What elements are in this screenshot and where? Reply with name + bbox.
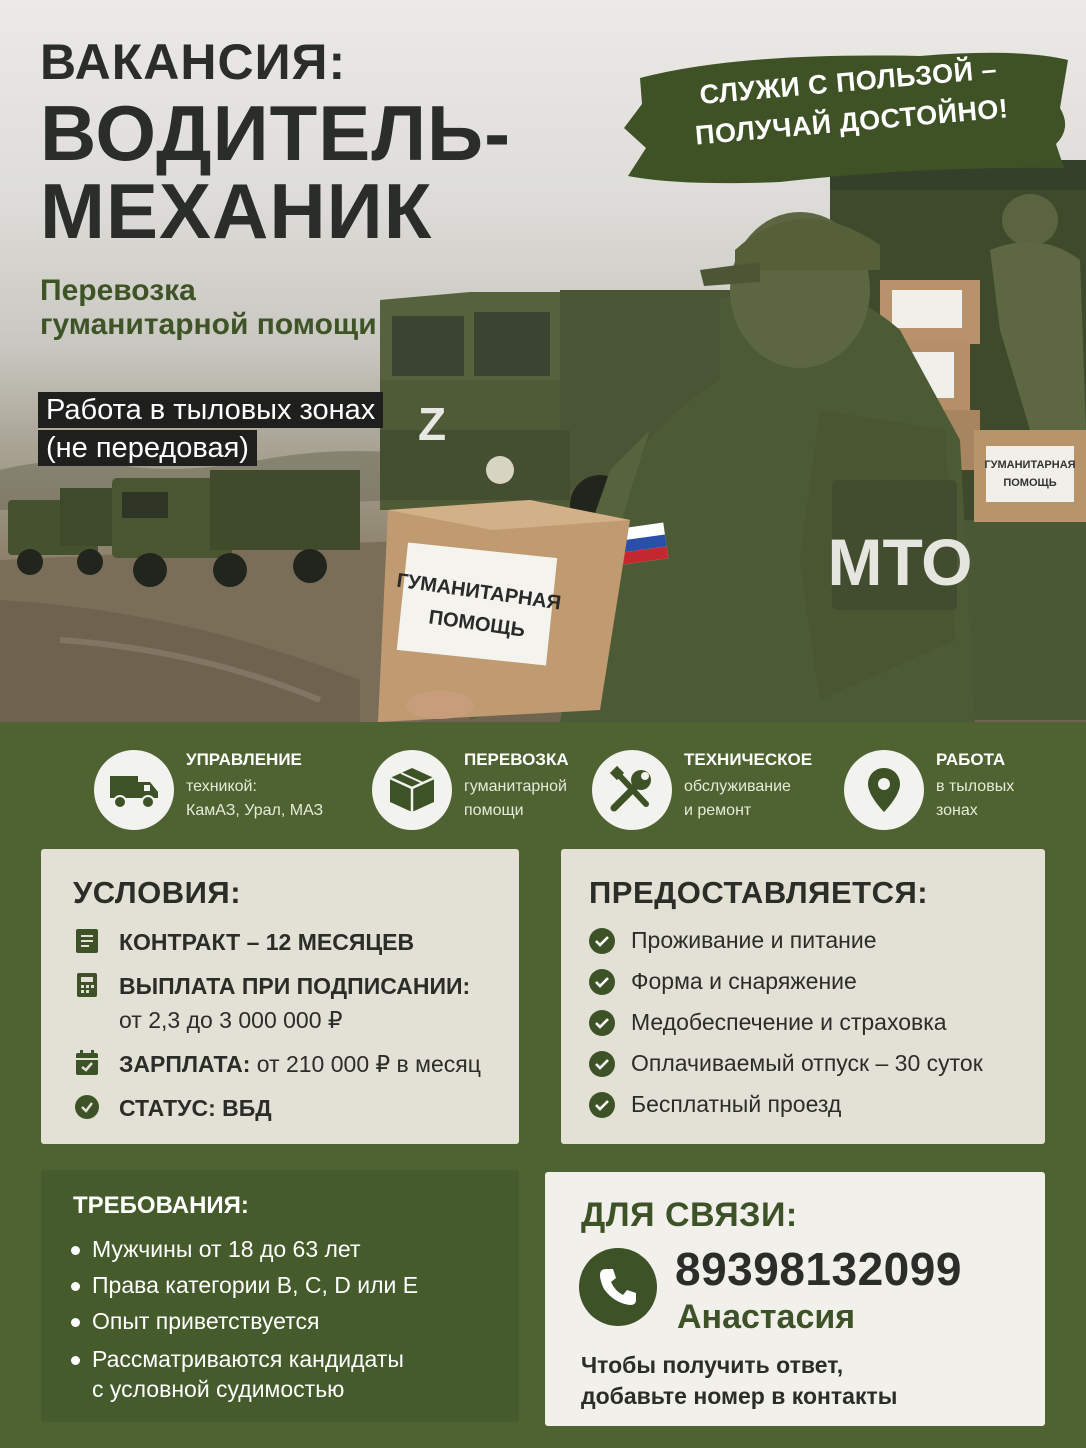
check-icon: [589, 1010, 615, 1036]
box-stack-label-1: ГУМАНИТАРНАЯ: [984, 459, 1076, 471]
condition-signing-bonus: [73, 969, 470, 1037]
feature-line-1: в тыловых: [936, 778, 1015, 795]
status-badge-icon: [73, 1093, 101, 1121]
slogan-line-2: ПОЛУЧАЙ ДОСТОЙНО!: [693, 93, 1010, 151]
tools-icon: [592, 750, 672, 830]
vest-patch-mto: МТО: [827, 525, 973, 599]
box-icon: [372, 750, 452, 830]
feature-description: [464, 775, 567, 823]
conditions-card: [41, 849, 519, 1144]
check-icon: [589, 1092, 615, 1118]
box-stack-label-2: ПОМОЩЬ: [1003, 477, 1057, 489]
rear-zone-tag: [38, 392, 383, 468]
condition-status: [73, 1091, 272, 1125]
check-icon: [589, 969, 615, 995]
provided-item: [589, 927, 877, 954]
box-front-label-2: ПОМОЩЬ: [427, 606, 527, 642]
feature-title: ТЕХНИЧЕСКОЕ: [684, 750, 813, 769]
condition-salary: [73, 1047, 481, 1081]
rear-zone-tag-line-2: (не передовая): [38, 430, 257, 466]
feature-line-1: гуманитарной: [464, 778, 567, 795]
feature-title: РАБОТА: [936, 750, 1006, 769]
requirement-text: Мужчины от 18 до 63 лет: [92, 1236, 361, 1262]
feature-line-2: помощи: [464, 802, 524, 819]
contact-note: [581, 1350, 897, 1412]
requirement-item: [71, 1234, 361, 1264]
contract-text: КОНТРАКТ – 12 МЕСЯЦЕВ: [119, 929, 415, 955]
provided-item-text: Медобеспечение и страховка: [631, 1009, 947, 1035]
check-icon: [589, 1051, 615, 1077]
provided-item: [589, 1091, 841, 1118]
provided-item: [589, 1009, 947, 1036]
calculator-icon: [73, 971, 101, 999]
subtitle-line-1: Перевозка: [40, 274, 196, 307]
provided-item: [589, 968, 857, 995]
location-pin-icon: [844, 750, 924, 830]
bullet-icon: [71, 1282, 80, 1291]
bullet-icon: [71, 1318, 80, 1327]
box-front-label-1: ГУМАНИТАРНАЯ: [395, 569, 563, 615]
box-front: [378, 500, 630, 722]
truck-icon: [94, 750, 174, 830]
feature-title: ПЕРЕВОЗКА: [464, 750, 569, 769]
feature-line-2: и ремонт: [684, 802, 752, 819]
slogan-line-1: СЛУЖИ С ПОЛЬЗОЙ –: [698, 54, 999, 111]
requirement-text-line-1: Рассматриваются кандидаты: [92, 1346, 404, 1372]
signing-bonus-value: от 2,3 до 3 000 000 ₽: [119, 1007, 343, 1033]
contact-name: Анастасия: [677, 1298, 856, 1336]
truck-z-mark: Z: [418, 398, 447, 450]
requirement-text: Опыт приветствуется: [92, 1308, 320, 1334]
condition-contract: [73, 925, 414, 959]
provided-item: [589, 1050, 983, 1077]
feature-description: [684, 775, 791, 823]
requirement-item: [71, 1344, 404, 1404]
requirement-text-line-2: с условной судимостью: [92, 1376, 345, 1402]
feature-description: [186, 775, 323, 823]
provided-item-text: Проживание и питание: [631, 927, 877, 953]
feature-line-2: КамАЗ, Урал, МАЗ: [186, 802, 324, 819]
check-icon: [589, 928, 615, 954]
status-text: СТАТУС: ВБД: [119, 1095, 272, 1121]
requirement-text: [92, 1344, 404, 1404]
truck-far-2: [112, 470, 360, 587]
requirement-item: [71, 1270, 418, 1300]
signing-bonus-text: [119, 969, 470, 1037]
provided-item-text: Оплачиваемый отпуск – 30 суток: [631, 1050, 983, 1076]
feature-line-1: обслуживание: [684, 778, 791, 795]
conditions-title: УСЛОВИЯ:: [73, 875, 242, 910]
title-block: [40, 30, 511, 342]
bullet-icon: [71, 1356, 80, 1365]
provided-item-text: Бесплатный проезд: [631, 1091, 842, 1117]
document-icon: [73, 927, 101, 955]
vacancy-label: ВАКАНСИЯ:: [40, 34, 347, 90]
role-title-line-2: МЕХАНИК: [40, 167, 433, 255]
subtitle: [40, 274, 511, 342]
role-title-line-1: ВОДИТЕЛЬ-: [40, 89, 512, 177]
rear-zone-tag-line-1: Работа в тыловых зонах: [38, 392, 383, 428]
feature-line-1: техникой:: [186, 778, 257, 795]
provided-title: ПРЕДОСТАВЛЯЕТСЯ:: [589, 875, 929, 910]
hero-photo: [0, 0, 1086, 722]
subtitle-line-2: гуманитарной помощи: [40, 308, 377, 341]
signing-bonus-label: ВЫПЛАТА ПРИ ПОДПИСАНИИ:: [119, 973, 471, 999]
feature-line-2: зонах: [936, 802, 978, 819]
provided-item-text: Форма и снаряжение: [631, 968, 857, 994]
contact-note-line-2: добавьте номер в контакты: [581, 1383, 898, 1409]
phone-number[interactable]: 89398132099: [675, 1243, 962, 1295]
requirements-title: ТРЕБОВАНИЯ:: [73, 1192, 249, 1219]
requirement-text: Права категории B, C, D или E: [92, 1272, 419, 1298]
provided-card: [561, 849, 1045, 1144]
phone-icon: [579, 1248, 657, 1326]
salary-label: ЗАРПЛАТА:: [119, 1051, 251, 1077]
bullet-icon: [71, 1246, 80, 1255]
salary-text: [119, 1047, 481, 1081]
calendar-icon: [73, 1049, 101, 1077]
feature-description: [936, 775, 1014, 823]
contact-title: ДЛЯ СВЯЗИ:: [581, 1196, 798, 1234]
requirements-card: [41, 1170, 519, 1422]
features-row: [0, 722, 1086, 842]
feature-title: УПРАВЛЕНИЕ: [186, 750, 302, 769]
requirement-item: [71, 1306, 319, 1336]
contact-note-line-1: Чтобы получить ответ,: [581, 1352, 844, 1378]
salary-value: от 210 000 ₽ в месяц: [256, 1051, 481, 1077]
contact-card: [545, 1172, 1045, 1426]
